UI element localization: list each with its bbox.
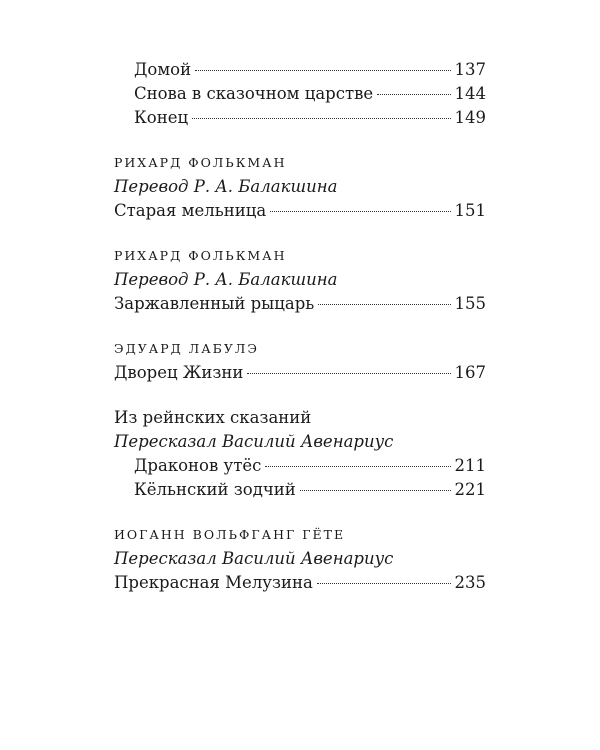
toc-section-laboulaye [114, 337, 486, 385]
toc-entry[interactable] [114, 106, 486, 130]
toc-entry-page: 155 [454, 294, 486, 313]
dot-leader [318, 304, 450, 305]
dot-leader [265, 466, 450, 467]
translator-credit: Перевод Р. А. Балакшина [114, 270, 338, 289]
toc-section-rhine-legends [114, 406, 486, 502]
toc-entry-page: 167 [454, 363, 486, 382]
toc-entry-title: Заржавленный рыцарь [114, 294, 315, 313]
dot-leader [270, 211, 450, 212]
toc-entry-title: Старая мельница [114, 201, 267, 220]
toc-entry[interactable] [114, 58, 486, 82]
toc-entry-title: Кёльнский зодчий [134, 480, 296, 499]
author-name: ЭДУАРД ЛАБУЛЭ [114, 341, 259, 356]
toc-entry[interactable] [114, 478, 486, 502]
author-name: ИОГАНН ВОЛЬФГАНГ ГЁТЕ [114, 527, 346, 542]
toc-entry-title: Конец [134, 108, 189, 127]
author-name: РИХАРД ФОЛЬКМАН [114, 155, 287, 170]
dot-leader [300, 490, 451, 491]
toc-section-continuation [114, 58, 486, 130]
toc-entry[interactable] [114, 82, 486, 106]
author-name: РИХАРД ФОЛЬКМАН [114, 248, 287, 263]
toc-entry[interactable] [114, 292, 486, 316]
translator-credit: Пересказал Василий Авенариус [114, 549, 394, 568]
dot-leader [317, 583, 451, 584]
toc-section-goethe [114, 523, 486, 595]
toc-entry[interactable] [114, 571, 486, 595]
translator-credit: Пересказал Василий Авенариус [114, 432, 394, 451]
toc-entry[interactable] [114, 454, 486, 478]
toc-entry[interactable] [114, 199, 486, 223]
toc-section-volkmann-2 [114, 244, 486, 316]
toc-entry-page: 221 [454, 480, 486, 499]
toc-entry-title: Драконов утёс [134, 456, 262, 475]
toc-entry-page: 149 [454, 108, 486, 127]
toc-entry-title: Снова в сказочном царстве [134, 84, 374, 103]
dot-leader [377, 94, 450, 95]
toc-entry[interactable] [114, 361, 486, 385]
dot-leader [247, 373, 450, 374]
toc-entry-page: 235 [454, 573, 486, 592]
toc-section-volkmann-1 [114, 151, 486, 223]
toc-entry-page: 144 [454, 84, 486, 103]
table-of-contents [114, 58, 486, 595]
toc-entry-page: 137 [454, 60, 486, 79]
dot-leader [192, 118, 450, 119]
section-heading: Из рейнских сказаний [114, 408, 312, 427]
toc-entry-title: Домой [134, 60, 192, 79]
translator-credit: Перевод Р. А. Балакшина [114, 177, 338, 196]
toc-entry-title: Дворец Жизни [114, 363, 244, 382]
toc-entry-page: 151 [454, 201, 486, 220]
dot-leader [195, 70, 450, 71]
toc-entry-page: 211 [454, 456, 486, 475]
toc-entry-title: Прекрасная Мелузина [114, 573, 313, 592]
